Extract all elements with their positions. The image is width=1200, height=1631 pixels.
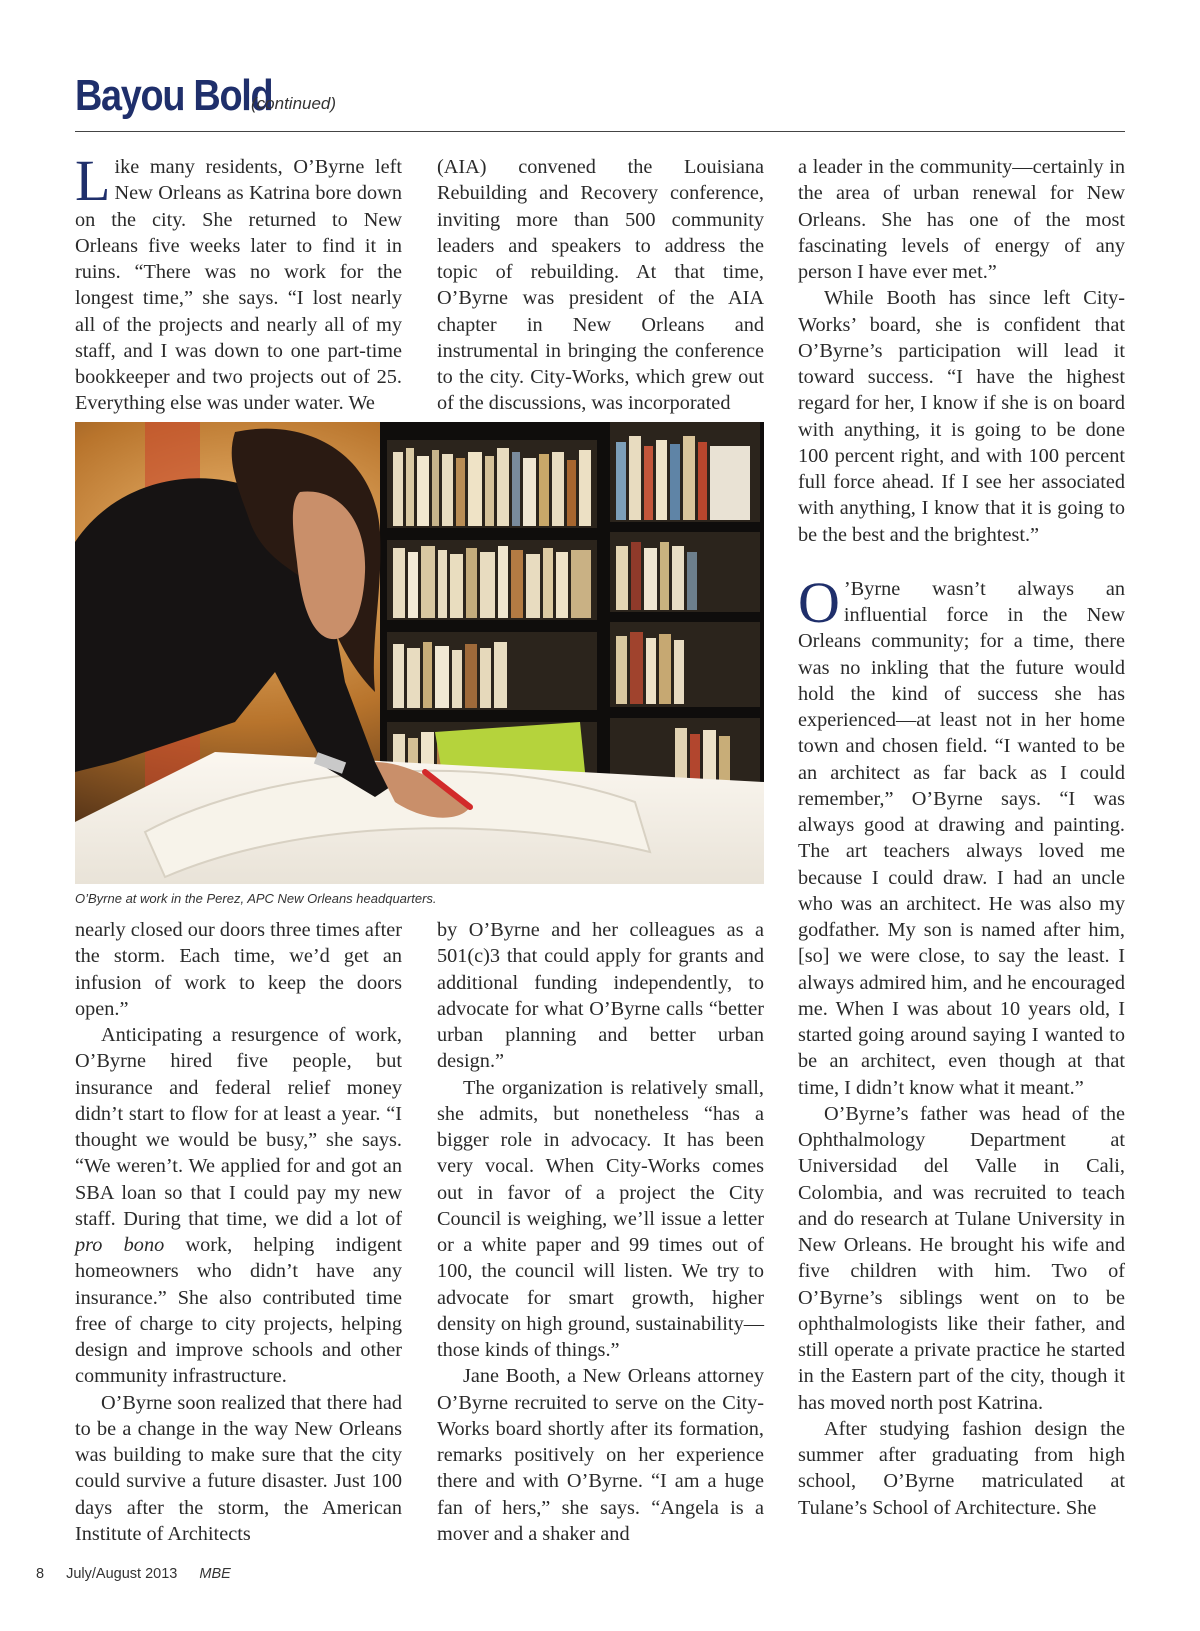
paragraph-text: ’Byrne wasn’t always an influential force in the New Orleans community; for a time, there was no inkling that the future would hold the kind of success she has experienced—at least not in her home town and chosen field. “I wanted to be an architect as far back as I could remember,” O’Byrne says. “I was always good at drawing and painting. The art teachers always loved me because I could draw. I had an uncle who was an architect. He was also my godfather. My son is named after him, [so] we were close, to say the least. I always admired him, and he encouraged me. When I was about 10 years old, I started going around saying I wanted to be an architect, even though at that time, I didn’t know what it meant.” <box>798 577 1125 1099</box>
paragraph: O’Byrne soon realized that there had to be a change in the way New Orleans was building to make sure that the city could survive a future disaster. Just 100 days after the storm, the American Institute of Architects <box>75 1391 402 1545</box>
paragraph: While Booth has since left City-Works’ board, she is confident that O’Byrne’s participation will lead it toward success. “I have the highest regard for her, I know if she is on board with anything, it is going to be done 100 percent right, and with 100 percent full force ahead. If I see her associated with anything, I know that it is going to be the best and the brightest.” <box>798 287 1125 546</box>
paragraph: by O’Byrne and her colleagues as a 501(c)3 that could apply for grants and additional funding independently, to advocate for what O’Byrne calls “better urban planning and better urban design.” <box>437 919 764 1073</box>
page-header <box>75 70 1125 132</box>
page-footer <box>36 1566 249 1582</box>
article-subtitle: (continued) <box>251 94 337 113</box>
column-1-top <box>75 148 402 417</box>
header-rule <box>75 131 1125 132</box>
paragraph <box>75 1022 402 1390</box>
paragraph: O’Byrne’s father was head of the Ophthalmology Department at Universidad del Valle in Cali, Colombia, and was recruited to teach and do research at Tulane University in New Orleans. He brought his wife and five children with him. Two of O’Byrne’s siblings went on to be ophthalmologists like their father, and still operate a private practice he started in the Eastern part of the city, though it has moved north post Katrina. <box>798 1102 1125 1414</box>
paragraph-text: ike many residents, O’Byrne left New Orleans as Katrina bore down on the city. She returned to New Orleans five weeks later to find it in ruins. “There was no work for the longest time,” she says. “I lost nearly all of the projects and nearly all of my staff, and I was down to one part-time bookkeeper and two projects out of 25. Everything else was under water. We <box>75 156 402 415</box>
paragraph: nearly closed our doors three times after the storm. Each time, we’d get an infusion of work to keep the doors open.” <box>75 919 402 1020</box>
article-photo <box>75 422 764 884</box>
column-2-top <box>437 154 764 417</box>
dropcap-letter: L <box>75 148 111 213</box>
paragraph: After studying fashion design the summer after graduating from high school, O’Byrne matriculated at Tulane’s School of Architecture. She <box>798 1417 1125 1519</box>
paragraph-text: Anticipating a resurgence of work, O’Byrne hired five people, but insurance and federal relief money didn’t start to flow for at least a year. “I thought we would be busy,” she says. “We weren’t. We applied for and got an SBA loan so that I could pay my new staff. During that time, we did a lot of <box>75 1024 402 1230</box>
paragraph-text: work, helping indigent homeowners who didn’t have any insurance.” She also contributed time free of charge to city projects, helping design and improve schools and other community infrastructure. <box>75 1234 403 1388</box>
paragraph: The organization is relatively small, she admits, but nonetheless “has a bigger role in advocacy. It has been very vocal. When City-Works comes out in favor of a project the City Council is weighing, we’ll issue a letter or a white paper and 99 times out of 100, the council will listen. We try to advocate for smart growth, higher density on high ground, sustainability—those kinds of things.” <box>437 1076 764 1361</box>
article-title: Bayou Bold <box>75 71 273 120</box>
column-3 <box>798 154 1125 1521</box>
column-2-bottom <box>437 917 764 1547</box>
paragraph: a leader in the community—certainly in the area of urban renewal for New Orleans. She has one of the most fascinating levels of energy of any person I have ever met.” <box>798 156 1125 283</box>
paragraph <box>75 148 402 417</box>
italic-phrase: pro bono <box>75 1234 165 1256</box>
photo-illustration <box>75 422 764 884</box>
issue-date: July/August 2013 <box>66 1566 178 1582</box>
paragraph: (AIA) convened the Louisiana Rebuilding and Recovery conference, inviting more than 500 community leaders and speakers to address the topic of rebuilding. At that time, O’Byrne was president of the AIA chapter in New Orleans and instrumental in bringing the conference to the city. City-Works, which grew out of the discussions, was incorporated <box>437 156 764 415</box>
column-1-bottom <box>75 917 402 1547</box>
magazine-name: MBE <box>199 1566 231 1582</box>
photo-caption: O’Byrne at work in the Perez, APC New Orleans headquarters. <box>75 891 437 906</box>
paragraph <box>798 569 1125 1101</box>
dropcap-letter: O <box>798 569 840 635</box>
page-number: 8 <box>36 1566 45 1582</box>
paragraph: Jane Booth, a New Orleans attorney O’Byrne recruited to serve on the City-Works board shortly after its formation, remarks positively on her experience there and with O’Byrne. “I am a huge fan of hers,” she says. “Angela is a mover and a shaker and <box>437 1365 764 1545</box>
